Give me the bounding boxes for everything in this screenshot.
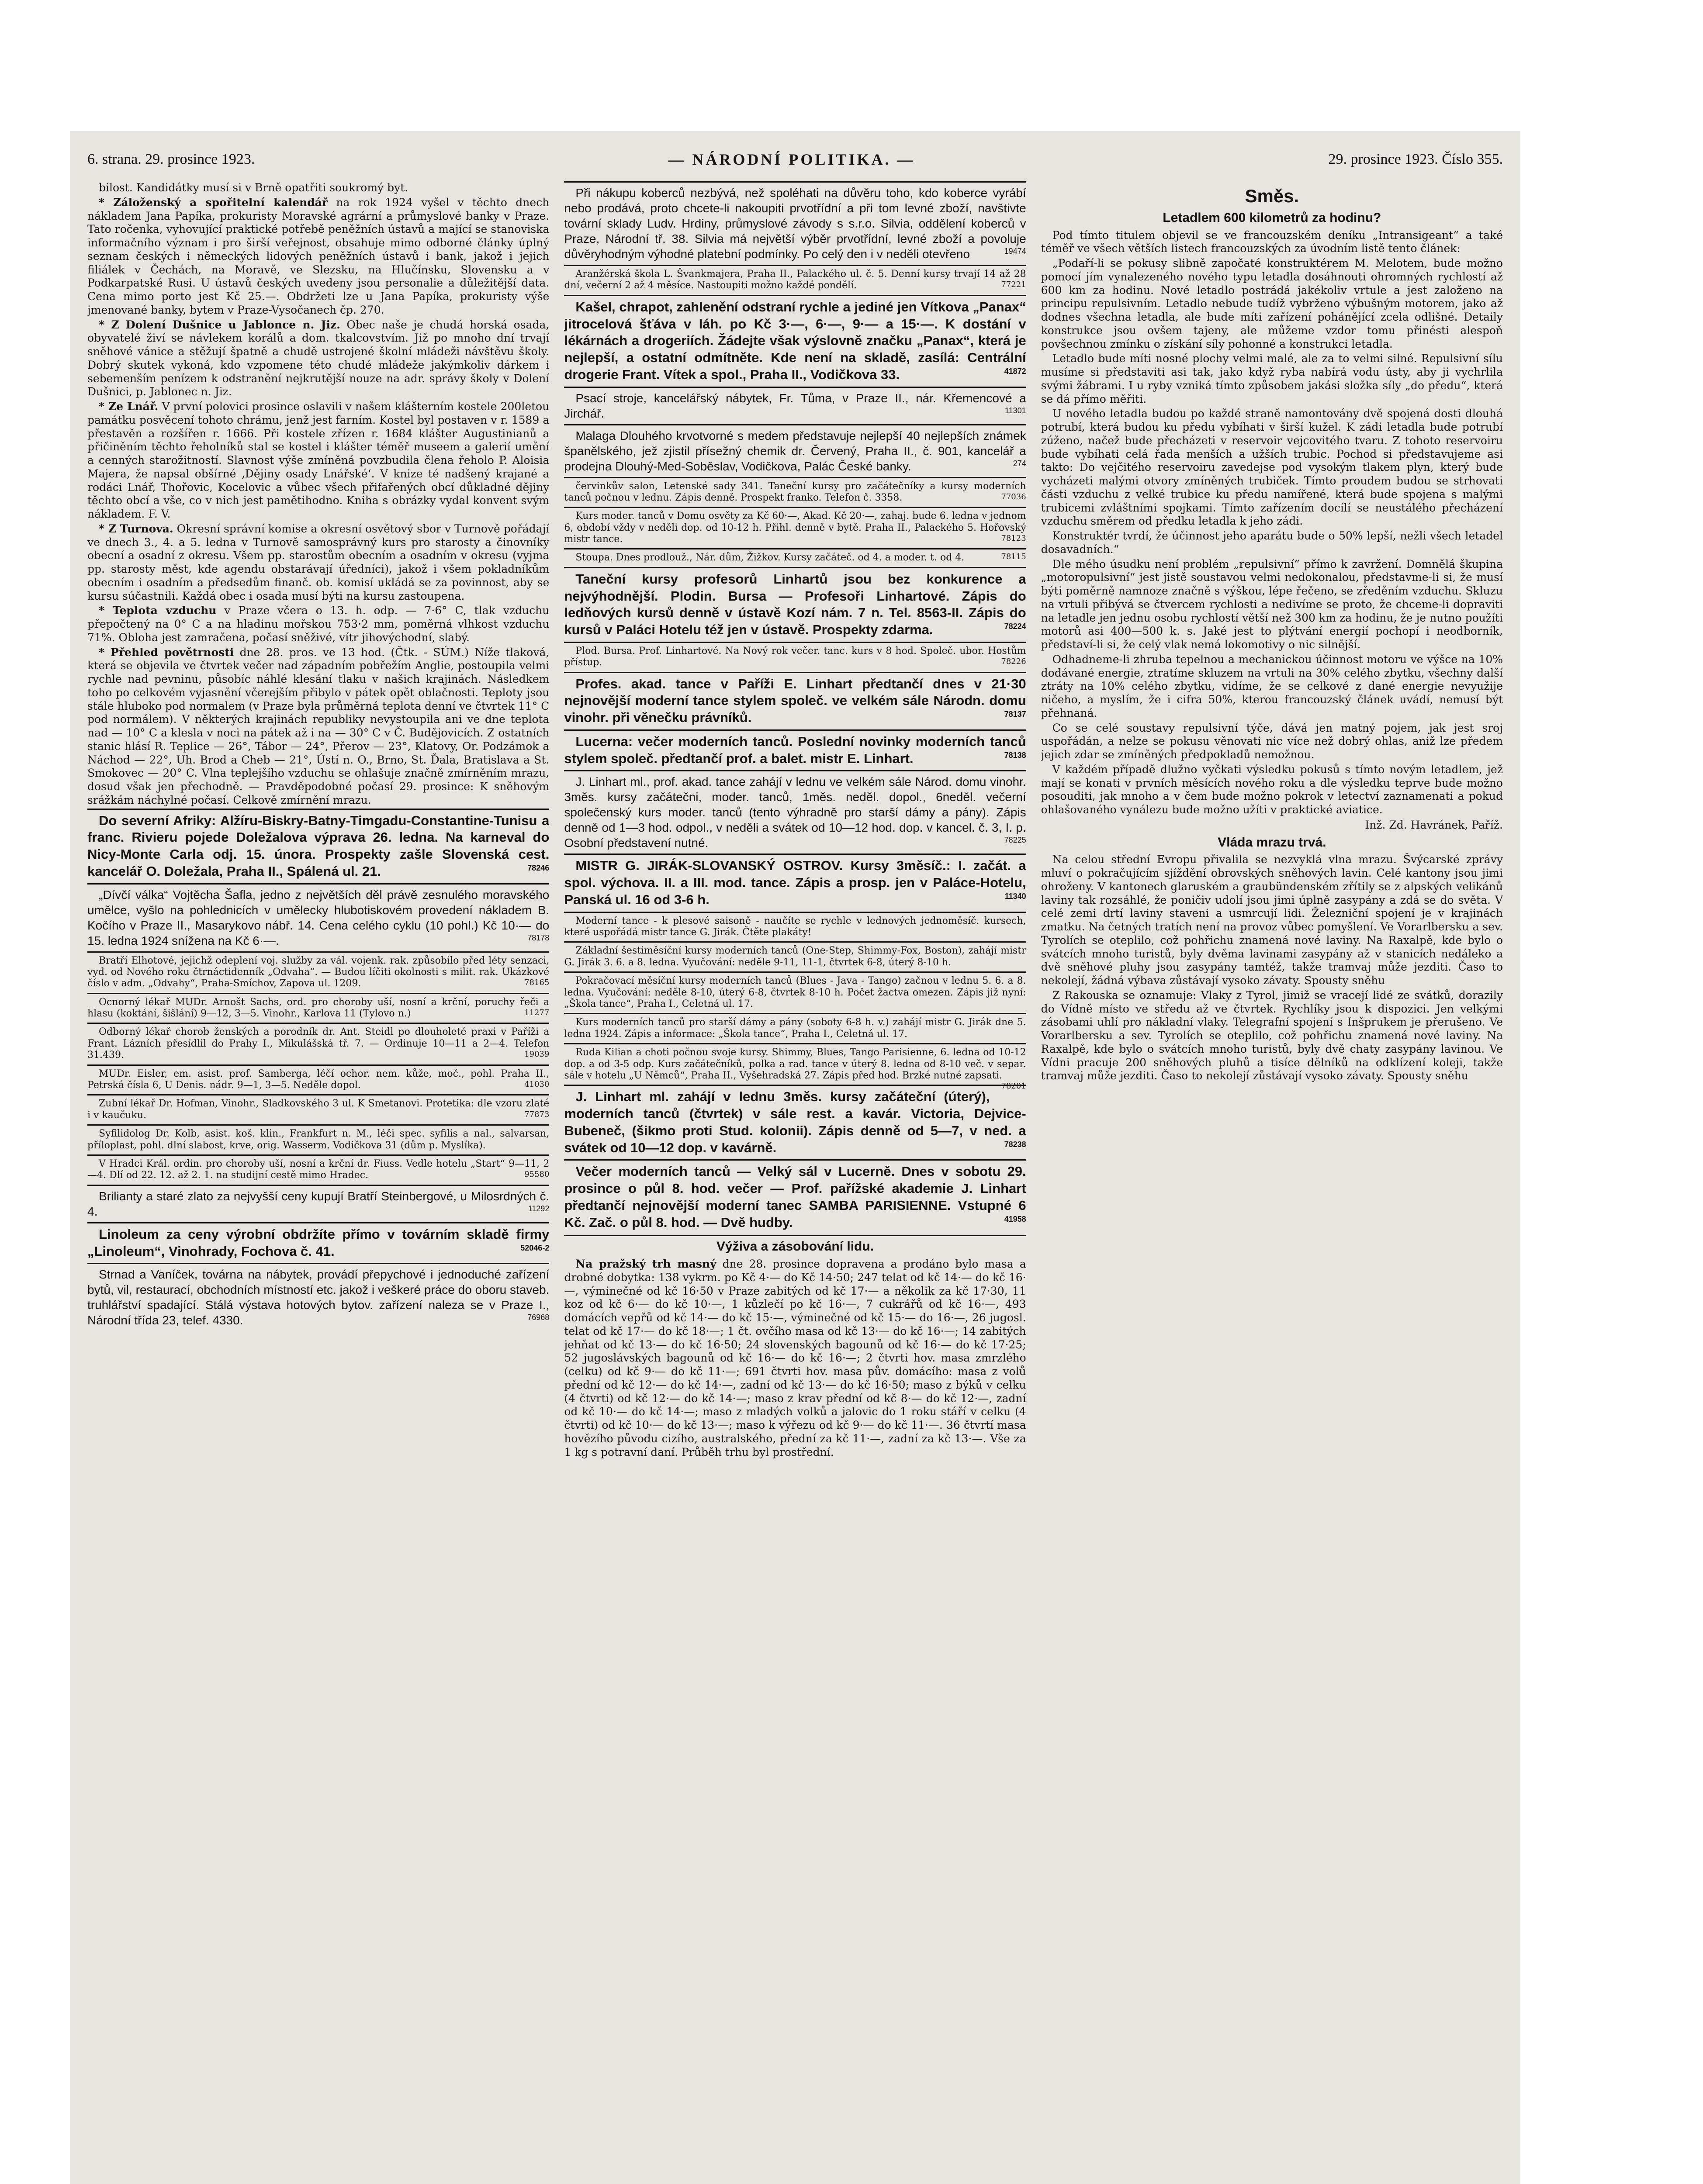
col2-advert — [564, 854, 1026, 910]
col1-advert — [87, 1094, 549, 1123]
news-text: V první polovici prosince oslavili v našem klášterním kostele 200letou památku posvěcení tohoto chrámu, jenž jest farním. Kostel byl postaven v r. 1589 a přestavěn a rozšířen r. 1666. Při kostele zřízen r. 1684 klášter Augustinianů a přičiněním těchto řeholníků stal se kostel i klášter téměř museem a galerií umění a cenných starožitností. Slavnost výše zmíněná povzbudila člena řeholo P. Aloisia Majera, že napsal obšírné ‚Dějiny osady Lnářské‘. V knize té nadšený krajané a rodáci Lnář, Thořovic, Kocelovic a vůbec všech přifařených obcí důkladné dějiny těchto obcí a vše, co v nich jest pamětihodno. Kniha s obrázky vydal konvent svým nákladem. F. V. — [87, 400, 550, 520]
masthead-date-left: 6. strana. 29. prosince 1923. — [87, 151, 255, 167]
col2-advert-text: J. Linhart ml. zahájí v lednu 3měs. kursy začáteční (úterý), moderních tanců (čtvrtek) v sále rest. a kavár. Victoria, Dejvice-Bubeneč, (šikmo proti Stud. kolonii). Zápis denně od 5—7, v ned. a svátek od 10—12 dop. v kavárně. — [564, 1089, 1026, 1155]
article-title: Vláda mrazu trvá. — [1218, 835, 1326, 850]
news-paragraph — [87, 181, 549, 195]
divider — [564, 1235, 1026, 1236]
masthead-date-right: 29. prosince 1923. Číslo 355. — [1328, 151, 1503, 167]
article-title: Letadlem 600 kilometrů za hodinu? — [1163, 210, 1381, 225]
article-paragraph: Letadlo bude míti nosné plochy velmi malé, ale za to velmi silné. Repulsivní sílu musíme si představiti asi tak, jako když ryba nabírá vodu ústy, aby ji vychrlila svými žábrami. I u ryby vzniká tímto způsobem jakási složka síly „do předu“, která se dá přímo měřiti. — [1041, 352, 1503, 405]
columns — [87, 181, 1503, 2184]
news-text: na rok 1924 vyšel v těchto dnech nákladem Jana Papíka, prokuristy Moravské agrární a průmyslové banky v Praze. Tato ročenka, vyhovující praktické potřebě peněžních ústavů a mající se stanoviska informačního význam i pro širší veřejnost, obsahuje mimo odborné články úplný seznam českých i německých lidových peněžních ústavů i bank, jakož i jejich filiálek v Čechách, na Moravě, ve Slezsku, na Hlučínsku, Slovensku a v Podkarpatské Rusi. U ústavů českých uvedeny jsou personalie a důležitější data. Cena mimo porto jest Kč 25.—. Obdržeti lze u Jana Papíka, prokuristy výše jmenované banky, bytem v Praze-Vysočanech čp. 270. — [87, 196, 550, 316]
col2-advert-ref: 78224 — [1004, 622, 1026, 631]
col2-advert — [564, 941, 1026, 970]
column-2 — [564, 181, 1026, 2184]
news-lead: * Teplota vzduchu — [99, 604, 217, 617]
news-lead: * Z Dolení Dušnice u Jablonce n. Jiz. — [99, 318, 340, 331]
col2-advert — [564, 729, 1026, 769]
col1-advert-ref: 19039 — [524, 1050, 550, 1059]
col1-advert-ref: 78246 — [527, 863, 550, 872]
article-paragraph: U nového letadla budou po každé straně namontovány dvě spojená dosti dlouhá potrubí, která budou ku předu vybíhati v širší kužel. K zádi letadla bude potrubí zúženo, načež bude přecházeti v reservoir vejcovitého tvaru. Z tohoto reservoiru bude vybíhati celá řada menších a užších trubic. Pochod si představujeme asi takto: Do vejčitého reservoiru zavedejse pod vysokým tlakem plyn, který bude vycházeti malými otvory zmíněných trubiček. Tímto proudem budou se strhovati části vzduchu z velké trubice ku předu namířené, která bude spojena s malými trubicemi zvláštními spojkami. Tímto zařízením docílí se neustálého přecházení vzduchu směrem od předku letadla k jeho zádi. — [1041, 407, 1503, 528]
news-paragraph — [87, 318, 549, 399]
news-text: Okresní správní komise a okresní osvětový sbor v Turnově pořádají ve dnech 3., 4. a 5. ledna v Turnově samosprávný kurs pro starosty a činovníky obecní a osadní z okresu. Všem pp. starostům obecním a osadním v okresu (vyjma pp. starosty měst, kde agendu obstarávají úředníci), jakož i všem pokladníkům obecním i osadním a předsedům finanč. ob. komisí ukládá se za povinnost, aby se kursu súčastnili. Každá obec i osada musí býti na kursu zastoupena. — [87, 522, 550, 602]
col2-advert-text: Pokračovací měsíční kursy moderních tanců (Blues - Java - Tango) začnou v lednu 5. 6. a 8. ledna. Vyučování: neděle 8-10, úterý 6-8, čtvrtek 8-10 h. Počet žactva omezen. Zápis již nyní: „Škola tance“, Praha I., Celetná ul. 17. — [564, 975, 1026, 1009]
col2-advert-text: červinkův salon, Letenské sady 341. Taneční kursy pro začátečníky a kursy moderních tanců počnou v lednu. Zápis denně. Prospekt franko. Telefon č. 3358. — [564, 480, 1026, 503]
col2-advert — [564, 1043, 1026, 1091]
col1-advert-text: Zubní lékař Dr. Hofman, Vinohr., Sladkovského 3 ul. K Smetanovi. Protetika: dle vzoru zlaté i v kaučuku. — [87, 1098, 550, 1121]
article-paragraph: Z Rakouska se oznamuje: Vlaky z Tyrol, jimiž se vracejí lidé ze svátků, dorazily do Vídně místo ve středu až ve čtvrtek. Rychlíky jsou k dispozici. Jen velkými zásobami uhlí pro nákladní vlaky. Telegrafní spojení s Inšprukem je přerušeno. Ve Vorarlbersku a sev. Tyrolích se oteplilo, což pohřichu znamená nové laviny. Na Raxalpě, kde bylo o svátcích mnoho turistů, byly dvě chaty zasypány lavinou. Ve Vídni pracuje 200 sněhových pluhů a tisíce dělníků na odklízení koleji, takže tramvaj může jezditi. Časo to nekolejí zůstávají vysoko závaty. Spousty sněhu — [1041, 988, 1503, 1082]
col2-advert-ref: 78137 — [1004, 710, 1026, 719]
col2-advert-ref: 11340 — [1004, 892, 1026, 901]
news-paragraph — [87, 400, 549, 521]
col2-advert — [564, 971, 1026, 1012]
col1-advert — [87, 951, 549, 992]
col2-advert-text: Kurs moder. tanců v Domu osvěty za Kč 60·—, Akad. Kč 20·—, zahaj. bude 6. ledna v jednom 6, období vždy v neděli dop. od 10-12 h. Přihl. denně v bytě. Praha II., Palackého 5. Hořovský mistr tance. — [564, 511, 1026, 545]
col2-advert-ref: 19474 — [1004, 247, 1026, 256]
col2-advert-ref: 41958 — [1004, 1214, 1026, 1223]
col1-advert-text: „Dívčí válka“ Vojtěcha Šafla, jedno z největších děl právě zesnulého moravského umělce, vyšlo na pohlednicích v umělecky hlubotiskovém provedení nákladem B. Kočího v Praze II., Masarykovo nábř. 14. Cena celého cyklu (10 pohl.) Kč 10·— do 15. ledna 1924 snížena na Kč 6·—. — [87, 888, 550, 947]
col2-advert-ref: 41872 — [1004, 366, 1026, 376]
col2-advert-text: Aranžérská škola L. Švankmajera, Praha II., Palackého ul. č. 5. Denní kursy trvají 14 až 28 dní, večerní 2 až 4 měsíce. Nastoupiti možno každé pondělí. — [564, 269, 1026, 291]
col2-advert-text: Lucerna: večer moderních tanců. Poslední novinky moderních tanců stylem společ. předtančí prof. a balet. mistr E. Linhart. — [564, 733, 1026, 766]
masthead-title: — NÁRODNÍ POLITIKA. — — [668, 151, 915, 168]
news-text: bilost. Kandidátky musí si v Brně opatřiti soukromý byt. — [99, 181, 408, 194]
news-text: v Praze včera o 13. h. odp. — 7·6° C, tlak vzduchu přepočtený na 0° C a na hladinu mořskou 753·2 mm, poměrná vlhkost vzduchu 71%. Obloha jest zamračena, počasí sněživé, vítr jihovýchodní, slabý. — [87, 604, 550, 644]
col1-advert-text: V Hradci Král. ordin. pro choroby uší, nosní a krční dr. Fiuss. Vedle hotelu „Start“ 9—11, 2—4. Dlí od 22. 12. až 2. 1. na studijní cestě mimo Hradec. — [87, 1158, 550, 1181]
col2-advert-ref: 78115 — [1001, 552, 1026, 562]
col2-advert-ref: 78123 — [1001, 534, 1026, 543]
col2-advert-ref: 78225 — [1004, 836, 1026, 845]
news-paragraph — [87, 604, 549, 644]
article-signature: Inž. Zd. Havránek, Paříž. — [1365, 818, 1503, 831]
col2-advert — [564, 642, 1026, 670]
col2-advert — [564, 567, 1026, 640]
col2-advert-text: Kurs moderních tanců pro starší dámy a pány (soboty 6-8 h. v.) zahájí mistr G. Jirák dne 5. ledna 1924. Zápis a informace: „Škola tance“, Praha I., Celetná ul. 17. — [564, 1017, 1026, 1040]
col2-advert — [564, 265, 1026, 294]
col2-advert-text: MISTR G. JIRÁK-SLOVANSKÝ OSTROV. Kursy 3měsíč.: I. začát. a spol. výchova. II. a III. mod. tance. Zápis a prosp. jen v Paláce-Hotelu, Panská ul. 16 od 3-6 h. — [564, 858, 1026, 907]
col2-advert-ref: 11301 — [1004, 406, 1026, 415]
col2-advert-ref: 78238 — [1004, 1140, 1026, 1149]
col1-advert — [87, 1154, 549, 1183]
food-paragraph — [564, 1258, 1026, 1459]
column-1 — [87, 181, 549, 2184]
article-paragraph: Konstruktér tvrdí, že účinnost jeho aparátu bude o 50% lepší, nežli všech letadel dosavadních.“ — [1041, 529, 1503, 556]
col1-advert-ref: 76968 — [527, 1313, 550, 1322]
news-paragraph — [87, 646, 549, 807]
col1-advert — [87, 809, 549, 882]
article-paragraph: Odhadneme-li zhruba tepelnou a mechanickou účinnost motoru ve výšce na 10% dodávané energie, ztratíme skluzem na vrtuli na 30% celého zbytku, všechny další ztráty na 10% celého zbytku, vidíme, že se celkové z dané energie nevyužije ničeho, a myslím, že i cifra 50%, kterou francouzský článek uvádí, nemusí být přehnaná. — [1041, 653, 1503, 719]
col2-advert-ref: 78138 — [1004, 750, 1026, 760]
news-text: dne 28. pros. ve 13 hod. (Čtk. - SÚM.) Nížе tlaková, která se objevila ve čtvrtek večer nad západním pobřežím Anglie, postoupila velmi rychle nad pevninu, působíc náhlé klesání tlaku v našich krajinách. Následkem toho po celkovém vyjasnění včerejším přibylo v pátek opět oblačnosti. Teploty jsou stále hluboko pod normalem (v Praze byla průměrná teplota denní ve čtvrtek 11° C pod normálem). V některých krajinách republiky nevystoupila ani ve dne teplota nad — 10° C a klesla v noci na pátek až i na — 30° C v Č. Budějovicích. Z ostatních stanic hlásí R. Teplice — 26°, Tábor — 24°, Přerov — 23°, Klatovy, Or. Podzámok a Náchod — 22°, Uh. Brod a Cheb — 21°, Ústí n. O., Brno, St. Ďala, Bratislava a St. Smokovec — 20° C. Vlna teplejšího vzduchu se ohlašuje značně zmírněním mrazu, dosud však jen přechodně. — Pravděpodobné počasí 29. prosince: K sněhovým srážkám náchylné počasí. Celkově zmírnění mrazu. — [87, 646, 550, 806]
column-3 — [1041, 181, 1503, 2184]
col1-advert — [87, 1124, 549, 1153]
col2-advert-ref: 274 — [1013, 459, 1026, 468]
col2-advert-ref: 77221 — [1001, 280, 1026, 290]
col2-advert-text: Při nákupu koberců nezbývá, než spoléhati na důvěru toho, kdo koberce vyrábí nebo prodává, proto chcete-li nakoupiti prvotřídní a při tom levné zboží, navštivte tovární sklady Ludv. Hrdiny, průmyslové závody s s.r.o. Silvia, oddělení koberců v Praze, Národní tř. 38. Silvia má největší výběr prvotřídní, levné zboží a povoluje důvěryhodným výhodné platební podmínky. Po celý den i v neděli otevřeno — [564, 186, 1026, 261]
col1-advert-text: Strnad a Vaníček, továrna na nábytek, provádí přepychové i jednoduché zařízení bytů, vil, restaurací, obchodních místností etc. jakož i veškeré práce do oboru staveb. truhlářství spadající. Stálá výstava hotových bytov. zařízení naleza se v Praze I., Národní třída 23, telef. 4330. — [87, 1268, 550, 1327]
news-paragraph — [87, 196, 549, 317]
col2-advert — [564, 387, 1026, 423]
article-paragraph: Dle mého úsudku není problém „repulsivní“ přímo k zavržení. Domnělá škupina „motoropulsivní“ jest jistě soustavou velmi nedokonalou, představme-li si, že musí býti poměrně namnoze značně s výškou, lépe řečeno, se zředěním vzduchu. Skluzu na vrtuli přibývá se čtvercem rychlosti a nedivíme se proto, že chceme-li dopraviti na letadle jen jednu osobu rychlostí větší než 300 km za hodinu, že je nutno použíti motorů asi 400—500 k. s. Jaké jest to plýtvání energií pochopí i neodborník, představí-li si, že celý vlak nemá lokomotivy o nic silnější. — [1041, 557, 1503, 651]
col2-advert — [564, 770, 1026, 852]
article-paragraph: Co se celé soustavy repulsivní týče, dává jen matný pojem, jak jest sroj uspořádán, a nelze se pokusu věnovati nic více než dobrý ohlas, aniž lze předem jejich zdar se zmíněných předpokladů nemožnou. — [1041, 721, 1503, 761]
news-paragraph — [87, 522, 549, 603]
col2-advert — [564, 1085, 1026, 1158]
col1-advert-text: Do severní Afriky: Alžíru-Biskry-Batny-Timgadu-Constantine-Tunisu a franc. Rivieru pojede Doležalova výprava 26. ledna. Na karneval do Nicy-Monte Carla odj. 15. února. Prospekty zašle Slovenská cest. kancelář O. Doležala, Praha II., Spálená ul. 21. — [87, 812, 550, 879]
col1-advert-text: Syfilidolog Dr. Kolb, asist. koš. klin., Frankfurt n. M., léči spec. syfilis a nal., salvarsan, příloplast, pohl. dlní slabost, krve, orig. Wasserm. Vodičkova 31 (dům p. Myslíka). — [87, 1128, 550, 1151]
col2-advert — [564, 912, 1026, 940]
news-lead: * Přehled povětrnosti — [99, 646, 234, 659]
news-lead: * Ze Lnář. — [99, 400, 159, 413]
col2-advert-ref: 77036 — [1001, 492, 1026, 501]
col1-advert — [87, 993, 549, 1022]
col1-advert-ref: 78165 — [524, 978, 550, 988]
col2-advert-text: Malaga Dlouhého krvotvorné s medem představuje nejlepší 40 nejlepších známek španělského, jež zjistil přísežný chemik dr. Červený, Praha II., č. 901, kancelář a prodejna Dlouhý-Med-Soběslav, Vodičkova, Palác České banky. — [564, 429, 1026, 473]
article-paragraph: Pod tímto titulem objevil se ve francouzském deníku „Intransigeant“ a také téměř ve všech větších listech francouzských za úvodním listě tento článek: — [1041, 228, 1503, 255]
col1-advert — [87, 1064, 549, 1093]
col1-advert-text: MUDr. Eisler, em. asist. prof. Samberga, léčí ochor. nem. kůže, moč., pohl. Praha II., Petrská čísla 6, U Denis. nádr. 9—1, 3—5. Neděle dopol. — [87, 1068, 550, 1091]
col2-advert — [564, 672, 1026, 728]
newspaper-page — [70, 131, 1520, 2184]
col1-advert-ref: 11277 — [524, 1008, 550, 1018]
col1-advert — [87, 883, 549, 950]
col2-advert-text: Moderní tance - k plesové saisoně - naučíte se rychle v lednových jednoměsíč. kursech, které uspořádá mistr tance G. Jirák. Čtěte plakáty! — [564, 915, 1026, 938]
col2-advert-text: Plod. Bursa. Prof. Linhartové. Na Nový rok večer. tanc. kurs v 8 hod. Společ. ubor. Hostům přístup. — [564, 645, 1026, 668]
col1-advert — [87, 1263, 549, 1330]
col1-advert — [87, 1222, 549, 1262]
col1-advert-ref: 95580 — [524, 1170, 550, 1179]
col2-advert — [564, 477, 1026, 506]
col2-advert-text: Profes. akad. tance v Paříži E. Linhart předtančí dnes v 21·30 nejnovější moderní tance stylem společ. ve velkém sále Národn. domu vinohr. při věnečku právníků. — [564, 676, 1026, 726]
col2-advert-text: Večer moderních tanců — Velký sál v Lucerně. Dnes v sobotu 29. prosince o půl 8. hod. večer — Prof. pařížské akademie J. Linhart předtančí nejnovější moderní tanec SAMBA PARISIENNE. Vstupné 6 Kč. Zač. o půl 8. hod. — Dvě hudby. — [564, 1164, 1026, 1230]
news-lead: * Záloženský a spořitelní kalendář — [99, 196, 328, 209]
col2-advert-ref: 78201 — [1001, 1082, 1026, 1091]
masthead — [87, 140, 1503, 179]
col2-advert-text: Stoupa. Dnes prodlouž., Nár. dům, Žižkov. Kursy začáteč. od 4. a moder. t. od 4. — [575, 552, 965, 563]
section-title: Směs. — [1245, 186, 1299, 206]
col1-advert-ref: 11292 — [528, 1204, 550, 1213]
article-paragraph: V každém případě dlužno vyčkati výsledku pokusů s tímto novým letadlem, jež mají se konati v prvních měsících nového roku a dle výsledku teprve bude možno posouditi, jak mnoho a v čem bude možno pokrok v letectví zaznamenati a pokud ohlašovaného vynálezu bude možno užíti v praktické aviatice. — [1041, 763, 1503, 816]
col2-advert — [564, 424, 1026, 476]
col1-advert-ref: 52046-2 — [520, 1243, 550, 1252]
col2-advert-ref: 78226 — [1001, 657, 1026, 667]
col1-advert-text: Bratří Elhotové, jejichž odeplení voj. služby za vál. vojenk. rak. způsobilo před léty senzaci, vyd. od Nového roku čtrnáctidenník „Odvaha“. — Budou líčiti okolnosti s milit. rak. Ukázkové číslo v adm. „Odvahy“, Praha-Smíchov, Zapova ul. 1209. — [87, 955, 550, 989]
col1-advert — [87, 1023, 549, 1063]
col2-advert-text: Psací stroje, kancelářský nábytek, Fr. Tůma, v Praze II., nár. Křemencové a Jirchář. — [564, 391, 1026, 420]
food-lead: Na pražský trh masný — [575, 1258, 717, 1271]
col1-advert-ref: 78178 — [527, 933, 550, 942]
col1-advert-ref: 41030 — [524, 1080, 550, 1089]
col2-advert-text: Taneční kursy profesorů Linhartů jsou bez konkurence a nejvýhodnější. Plodin. Bursa — Profesoři Linhartové. Zápis do ledňových kursů denně v ústavě Kozí nám. 7 n. Tel. 8563-II. Zápis do kursů v Paláci Hotelu též jen v ústavě. Prospekty zdarma. — [564, 571, 1026, 638]
col2-advert — [564, 548, 1026, 565]
col2-advert-text: Základní šestiměsíční kursy moderních tanců (One-Step, Shimmy-Fox, Boston), zahájí mistr G. Jirák 3. 6. a 8. ledna. Vyučování: neděle 9-11, 11-1, čtvrtek 6-8, úterý 8-10 h. — [564, 945, 1026, 968]
news-lead: * Z Turnova. — [99, 522, 173, 535]
col2-advert-text: J. Linhart ml., prof. akad. tance zahájí v lednu ve velkém sále Národ. domu vinohr. 3měs. kursy začátečni, moder. tanců, 1měs. neděl. dopol., 6neděl. večerní společenský kurs moder. tanců (tento výhradně pro starší dámy a pány). Zápis denně od 1—3 hod. odpol., v neděli a svátek od 10—12 hod. dop. v kancel. č. 3, I. p. Osobní představení nutné. — [564, 775, 1026, 850]
col1-advert-text: Ocnorný lékař MUDr. Arnošt Sachs, ord. pro choroby uší, nosní a krční, poruchy řeči a hlasu (koktání, šišlání) 9—12, 3—5. Vinohr., Karlova 11 (Tylovo n.) — [87, 996, 550, 1019]
col1-advert-text: Odborný lékař chorob ženských a porodník dr. Ant. Steidl po dlouholeté praxi v Paříži a Frant. Lázních přesídlil do Prahy I., Mikulášská tř. 7. — Ordinuje 10—11 a 2—4. Telefon 31.439. — [87, 1026, 550, 1061]
news-text: Obec naše je chudá horská osada, obyvatelé živí se návlekem korálů a dom. tkalcovstvím. Již po mnoho dní trvají sněhové vánice a stěžují špatně a chudě ustrojené školní mládeži návštěvu školy. Dobrý skutek vykoná, kdo vzpomene této chudé mládeže jakýmkoliv dárkem i sebemenším penízem k odstranění nejkrutější nouze na adr. správy školy v Dolení Dušnici, p. Jablonec n. Jiz. — [87, 318, 550, 398]
col2-advert — [564, 295, 1026, 385]
col2-advert — [564, 181, 1026, 263]
col2-advert — [564, 1013, 1026, 1042]
col2-advert — [564, 1159, 1026, 1233]
col1-advert-ref: 77873 — [524, 1109, 550, 1119]
col1-advert-text: Linoleum za ceny výrobní obdržíte přímo v továrním skladě firmy „Linoleum“, Vinohrady, Fochova č. 41. — [87, 1226, 550, 1259]
article-paragraph: Na celou střední Evropu přivalila se nezvyklá vlna mrazu. Švýcarské zprávy mluví o pokračujícím sjíždění obrovských sněhových lavin. Celé kantony jsou jimi ohroženy. V kantonech glaruském a graubündenském zřítily se z alpských velikánů laviny tak rozsáhlé, že poničiv udolí jsou jimi úplně zasypány a zdá se do světa. V celé zemi drtí laviny staveni a usmrcují lidi. Železniční spojení je v krajinách zmatku. Na četných tratích není na provoz vůbec pomyšlení. Ve Vorarlbersku a sev. Tyrolích se oteplilo, což pohřichu znamená nové laviny. Na Raxalpě, kde bylo o svátcích mnoho turistů, byly dvěma lavinami zasypány až v stanicích nedáleko a dvě sněhové pluhy jsou zasypány tamtéž, takže tramvaj může jezditi. Časo to nekolejí, žádná výbava zůstávají vysoko závaty. Spousty sněhu — [1041, 853, 1503, 987]
col1-advert-text: Brilianty a staré zlato za nejvyšší ceny kupují Bratří Steinbergové, u Milosrdných č. 4. — [87, 1189, 550, 1218]
col1-advert — [87, 1185, 549, 1221]
food-section-title: Výživa a zásobování lidu. — [716, 1239, 874, 1254]
col2-advert — [564, 507, 1026, 547]
food-text: dne 28. prosince dopravena a prodáno bylo masa a drobné dobytka: 138 vykrm. po Kč 4·— do Kč 14·50; 247 telat od kč 14·— do kč 16·—, výminečné od kč 16·50 v Praze zabitých od kč 17·— a několik za kč 17·30, 11 koz od kč 6·— do kč 10·—, 1 kůzlečí po kč 16·—, 7 cukrářů od kč 16·—, 493 domácích vepřů od kč 14·— do kč 15·—, výminečné od kč 15·— do 16·—, 26 jugosl. telat od kč 17·— do kč 18·—; 1 čt. ovčího masa od kč 13·— do kč 16·—; 14 zabitých jehňat od kč 13·— do kč 16·50; 24 slovenských bagounů od kč 16·— do kč 17·25; 52 jugoslávských bagounů od kč 16·— do kč 16·—; 2 čtvrti hov. masa zmrzlého (celku) od kč 9·— do kč 11·—; 691 čtvrti hov. masa pův. domácího: masa z volů přední od kč 12·— do kč 14·—, zadní od kč 13·— do kč 16·50; maso z býků v celku (4 čtvrti) od kč 12·— do kč 14·—; maso z krav přední od kč 8·— do kč 12·—, zadní od kč 10·— do kč 14·—; maso z mladých volků a jalovic do 1 roku stáří v celku (4 čtvrti) od kč 10·— do kč 13·—; maso k výřezu od kč 9·— do kč 11·—. 36 čtvrtí masa hovězího původu cizího, australského, přední za kč 11·—, zadní za kč 13·—. Vše za 1 kg s potravní daní. Průběh trhu byl prostřední. — [564, 1258, 1026, 1458]
article-paragraph: „Podaří-li se pokusy slibně započaté konstruktérem M. Melotem, bude možno pomocí jím vynalezeného nového typu letadla dosáhnouti ohromných rychlostí až 600 km za hodinu. Nové letadlo postrádá jakékoliv vrtule a jest založeno na principu repulsivním. Letadlo nebude tudíž vybrženo výbušným motorem, jako až dodnes všechna letadla, ale bude míti zařízení pohánějící zcela odlišné. Detaily konstrukce jsou ovšem tajeny, ale můžeme vzdor tomu přinésti alespoň povšechnou zmínku o získání síly pohonné a konstrukci letadla. — [1041, 257, 1503, 350]
col2-advert-text: Ruda Kilian a choti počnou svoje kursy. Shimmy, Blues, Tango Parisienne, 6. ledna od 10-12 dop. a od 3-5 odp. Kurs začátečníků, polka a rad. tance v úterý 8. ledna od 8-10 več. v separ. sále v hotelu „U Němců“, Praha II., Vyšehradská 27. Zápis před hod. Brzké nutné zapsati. — [564, 1047, 1026, 1081]
col2-advert-text: Kašel, chrapot, zahlenění odstraní rychle a jediné jen Vítkova „Panax“ jitrocelová šťáva v láh. po Kč 3·—, 6·—, 9·— a 15·—. K dostání v lékárnách a drogeriích. Žádejte však výslovně značku „Panax“, která je nejlepší, a ostatní odmítněte. Kde není na skladě, zasílá: Centrální drogerie Frant. Vítek a spol., Praha II., Vodičkova 33. — [564, 299, 1026, 382]
